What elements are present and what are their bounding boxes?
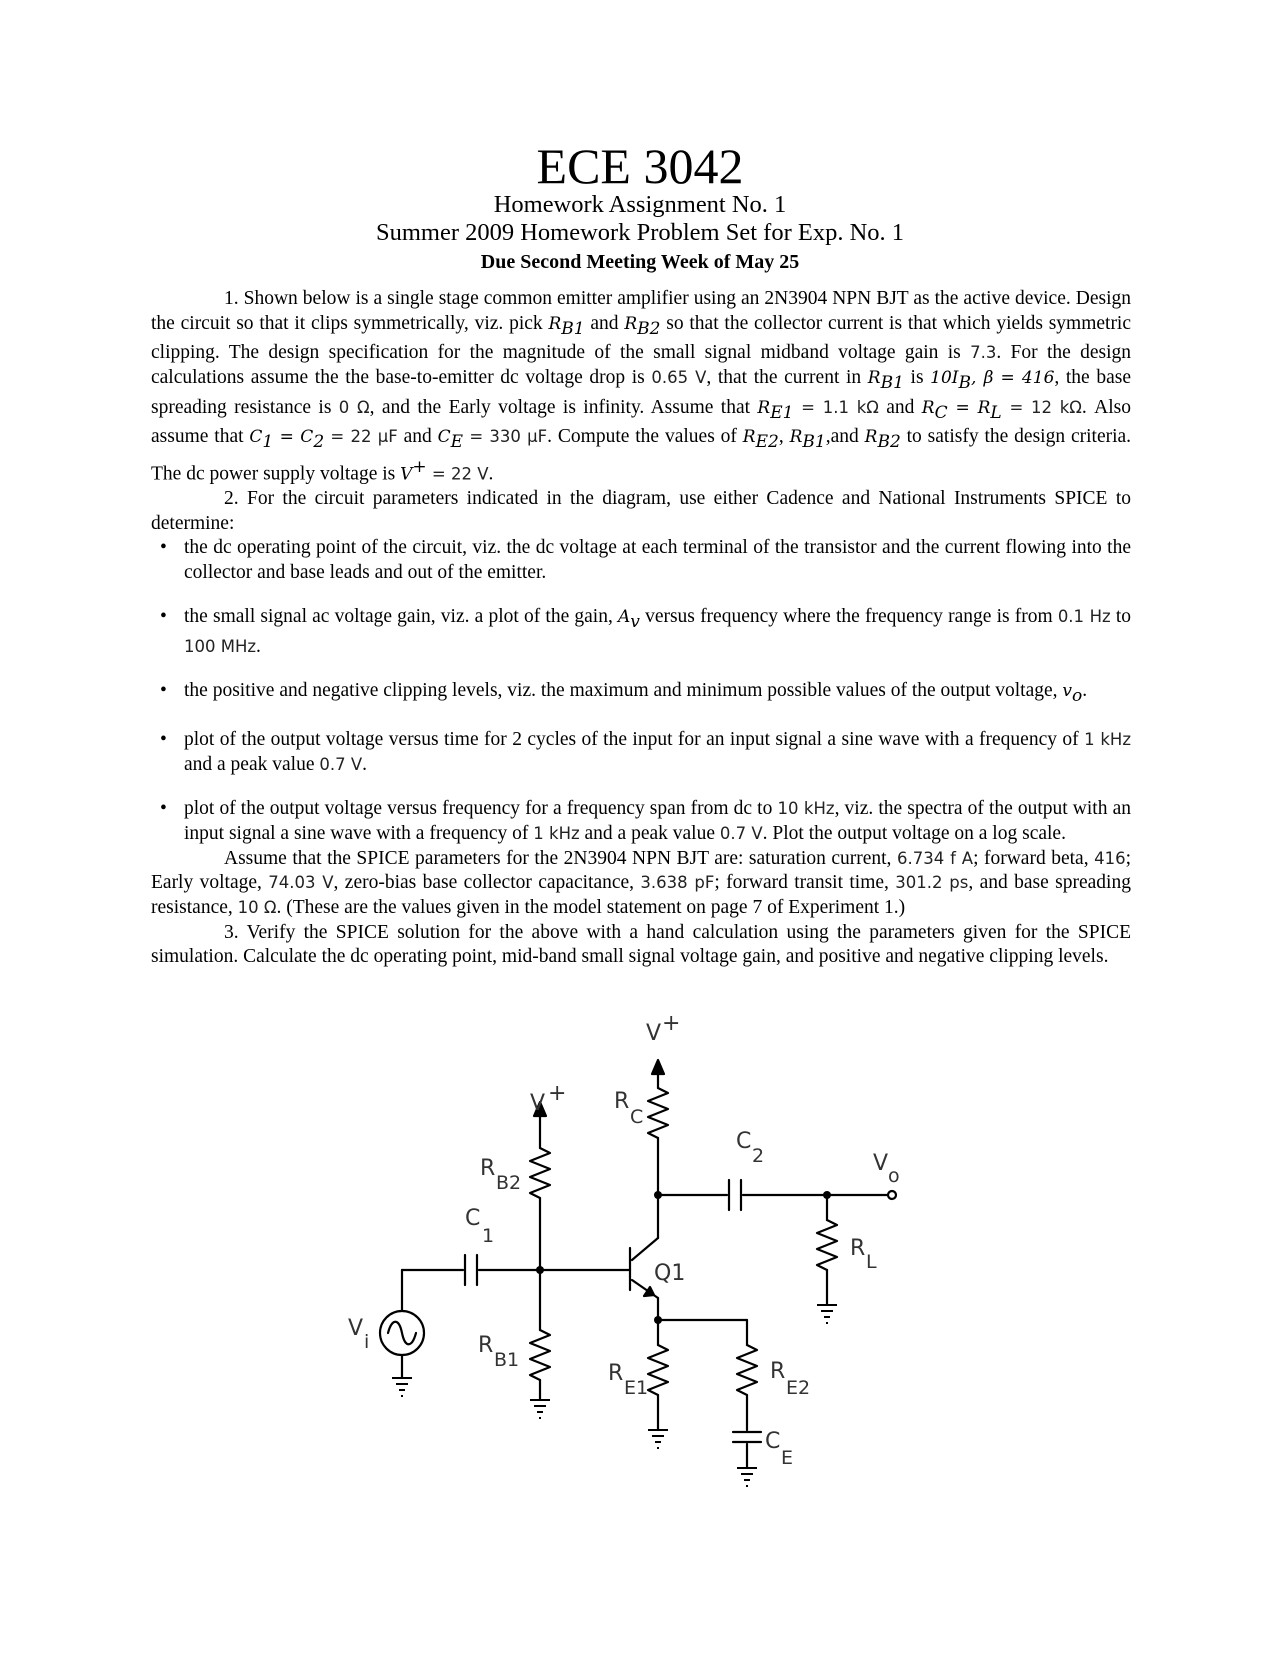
- ground-icon: [737, 1468, 757, 1486]
- label-rc-sub: C: [630, 1106, 644, 1128]
- problem-set-title: Summer 2009 Homework Problem Set for Exp. No. 1: [375, 219, 905, 246]
- label-rl: R: [850, 1236, 866, 1261]
- label-rc: R: [614, 1089, 630, 1114]
- label-q1: Q1: [654, 1261, 686, 1286]
- resistor-rc: [648, 1088, 668, 1138]
- supply-arrow-top: [652, 1060, 664, 1074]
- ground-icon: [648, 1430, 668, 1448]
- label-vo: V: [873, 1151, 889, 1176]
- problem-3: 3. Verify the SPICE solution for the above with a hand calculation using the parameters given for the SPICE simulation. Calculate the dc operating point, mid-band small signal voltage gain, and positive and negative clipping levels.: [151, 921, 1131, 968]
- label-re1-sub: E1: [624, 1377, 649, 1399]
- list-item: • plot of the output voltage versus time for 2 cycles of the input for an input signal a sine wave with a frequency of 1 kHz and a peak value 0.7 V.: [151, 728, 1131, 777]
- problem-2-intro: 2. For the circuit parameters indicated in the diagram, use either Cadence and National Instruments SPICE to determine:: [151, 487, 1131, 534]
- ground-icon: [817, 1305, 837, 1323]
- resistor-re1: [648, 1345, 668, 1395]
- junction-dot: [654, 1191, 662, 1199]
- label-re2: R: [770, 1359, 786, 1384]
- assignment-title: Homework Assignment No. 1: [493, 191, 787, 218]
- label-rb1-sub: B1: [494, 1349, 520, 1371]
- resistor-rl: [817, 1220, 837, 1270]
- label-ce: C: [765, 1429, 781, 1454]
- label-re1: R: [608, 1361, 624, 1386]
- label-rl-sub: L: [866, 1251, 877, 1273]
- label-vo-sub: o: [888, 1165, 900, 1187]
- label-ce-sub: E: [781, 1447, 794, 1469]
- label-re2-sub: E2: [786, 1377, 811, 1399]
- label-c1: C: [465, 1206, 481, 1231]
- label-c2-sub: 2: [752, 1145, 765, 1167]
- resistor-rb1: [530, 1330, 550, 1380]
- circuit-diagram: [0, 1000, 1280, 1540]
- ground-icon: [392, 1378, 412, 1396]
- resistor-rb2: [530, 1148, 550, 1198]
- problem-1: 1. Shown below is a single stage common emitter amplifier using an 2N3904 NPN BJT as the active device. Design the circuit so that it clips symmetrically, viz. pick $R_{B1}$ and $R_{B2}$ so that the collector current is that which yields symmetric clipping. The design specification for the magnitude of the small signal midband voltage gain is 7.3. For the design calculations assume the the base-to-emitter dc voltage drop is 0.65 V, that the current in $R_{B1}$ is $10I_B$, β = 416, the base spreading resistance is 0 Ω, and the Early voltage is infinity. Assume that $R_{E1} = 1.1$ kΩ and $R_C = R_L = 12$ kΩ. Also assume that $C_1 = C_2 = 22$ μF and $C_E = 330$ μF. Compute the values of $R_{E2}$, $R_{B1},and$ $R_{B2}$ to satisfy the design criteria. The dc power supply voltage is V+ = 22 V.: [151, 288, 1132, 485]
- list-item: • the positive and negative clipping levels, viz. the maximum and minimum possible values of the output voltage, $v_o$.: [151, 679, 1131, 709]
- junction-dot: [823, 1191, 831, 1199]
- resistor-re2: [737, 1345, 757, 1395]
- document-body: [151, 287, 1131, 970]
- output-terminal: [888, 1191, 896, 1199]
- label-rb2-sub: B2: [496, 1172, 522, 1194]
- ground-icon: [530, 1400, 550, 1418]
- label-vi: V: [348, 1316, 364, 1341]
- due-date: Due Second Meeting Week of May 25: [480, 251, 800, 273]
- label-c1-sub: 1: [482, 1225, 495, 1247]
- label-c2: C: [736, 1129, 752, 1154]
- label-rb2: R: [480, 1156, 496, 1181]
- junction-dot: [536, 1266, 544, 1274]
- label-vplus-top: V: [646, 1021, 662, 1046]
- spice-parameters: Assume that the SPICE parameters for the 2N3904 NPN BJT are: saturation current, 6.734 f A; forward beta, 416; Early voltage, 74.03 V, zero-bias base collector capacitance, 3.638 pF; forward transit time, 301.2 ps, and base spreading resistance, 10 Ω. (These are the values given in the model statement on page 7 of Experiment 1.): [151, 847, 1132, 918]
- source-sine: [388, 1322, 416, 1345]
- list-item: • the dc operating point of the circuit, viz. the dc voltage at each terminal of the transistor and the current flowing into the collector and base leads and out of the emitter.: [151, 536, 1131, 585]
- list-item: • plot of the output voltage versus frequency for a frequency span from dc to 10 kHz, viz. the spectra of the output with an input signal a sine wave with a frequency of 1 kHz and a peak value 0.7 V. Plot the output voltage on a log scale.: [151, 797, 1131, 846]
- label-vplus-left-sup: +: [548, 1081, 567, 1106]
- problem-2-list: [151, 536, 1131, 846]
- list-item: • the small signal ac voltage gain, viz. a plot of the gain, $A_v$ versus frequency where the frequency range is from 0.1 Hz to 100 MHz.: [151, 605, 1131, 659]
- course-title: ECE 3042: [536, 138, 744, 194]
- junction-dot: [654, 1316, 662, 1324]
- transistor-collector: [632, 1238, 658, 1260]
- label-vi-sub: i: [364, 1331, 370, 1353]
- label-vplus-top-sup: +: [662, 1011, 681, 1036]
- label-vplus-left: V: [530, 1091, 546, 1116]
- label-rb1: R: [478, 1333, 494, 1358]
